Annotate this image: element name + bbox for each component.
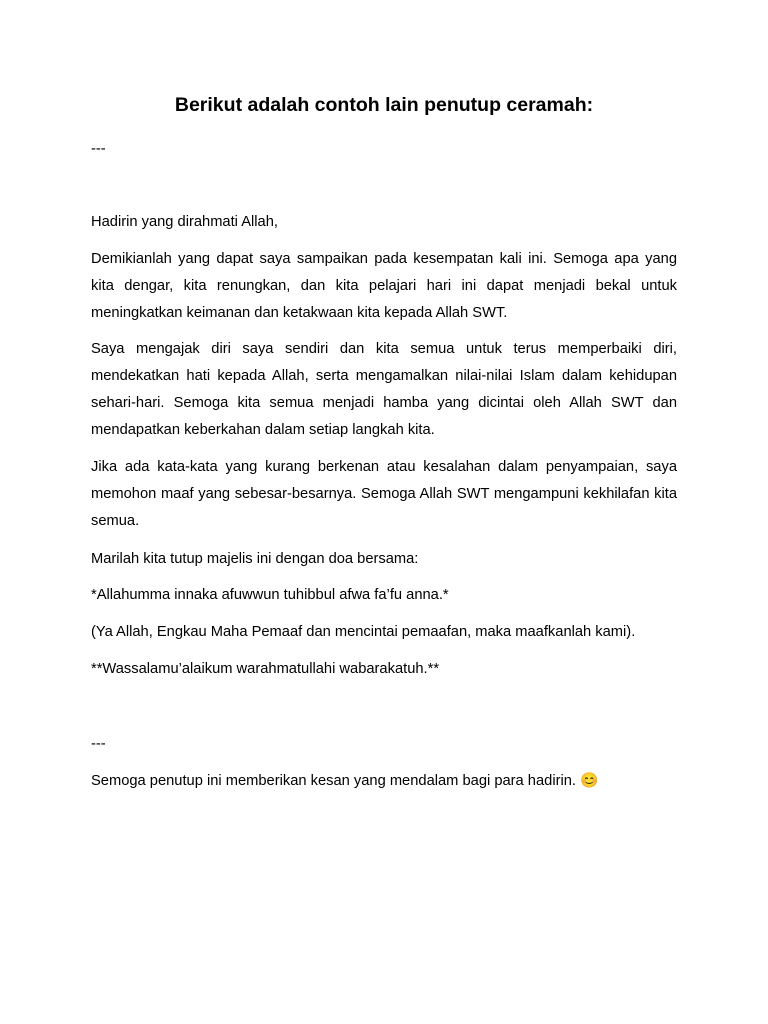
page-title: Berikut adalah contoh lain penutup ceramah:	[174, 94, 594, 116]
paragraph-invitation-to-improve: Saya mengajak diri saya sendiri dan kita semua untuk terus memperbaiki diri, mendekatkan hati kepada Allah, serta mengamalkan nilai-nilai Islam dalam kehidupan sehari-hari. Semoga kita semua menjadi hamba yang dicintai oleh Allah SWT dan mendapatkan keberkahan dalam setiap langkah kita.	[91, 341, 677, 438]
greeting: Hadirin yang dirahmati Allah,	[91, 214, 278, 230]
paragraph-apology: Jika ada kata-kata yang kurang berkenan atau kesalahan dalam penyampaian, saya memohon maaf yang sebesar-besarnya. Semoga Allah SWT mengampuni kekhilafan kita semua.	[91, 459, 677, 529]
paragraph-conclusion: Demikianlah yang dapat saya sampaikan pada kesempatan kali ini. Semoga apa yang kita dengar, kita renungkan, dan kita pelajari hari ini dapat menjadi bekal untuk meningkatkan keimanan dan ketakwaan kita kepada Allah SWT.	[91, 251, 677, 321]
separator-bottom: ---	[91, 736, 106, 752]
prayer-translation: (Ya Allah, Engkau Maha Pemaaf dan mencintai pemaafan, maka maafkanlah kami).	[91, 624, 636, 640]
closing-salam: **Wassalamu’alaikum warahmatullahi wabarakatuh.**	[91, 661, 440, 677]
prayer-text: *Allahumma innaka afuwwun tuhibbul afwa fa’fu anna.*	[91, 587, 449, 603]
prayer-invitation: Marilah kita tutup majelis ini dengan doa bersama:	[91, 551, 419, 567]
footer-note: Semoga penutup ini memberikan kesan yang mendalam bagi para hadirin. 😊	[91, 773, 599, 789]
separator-top: ---	[91, 141, 106, 157]
